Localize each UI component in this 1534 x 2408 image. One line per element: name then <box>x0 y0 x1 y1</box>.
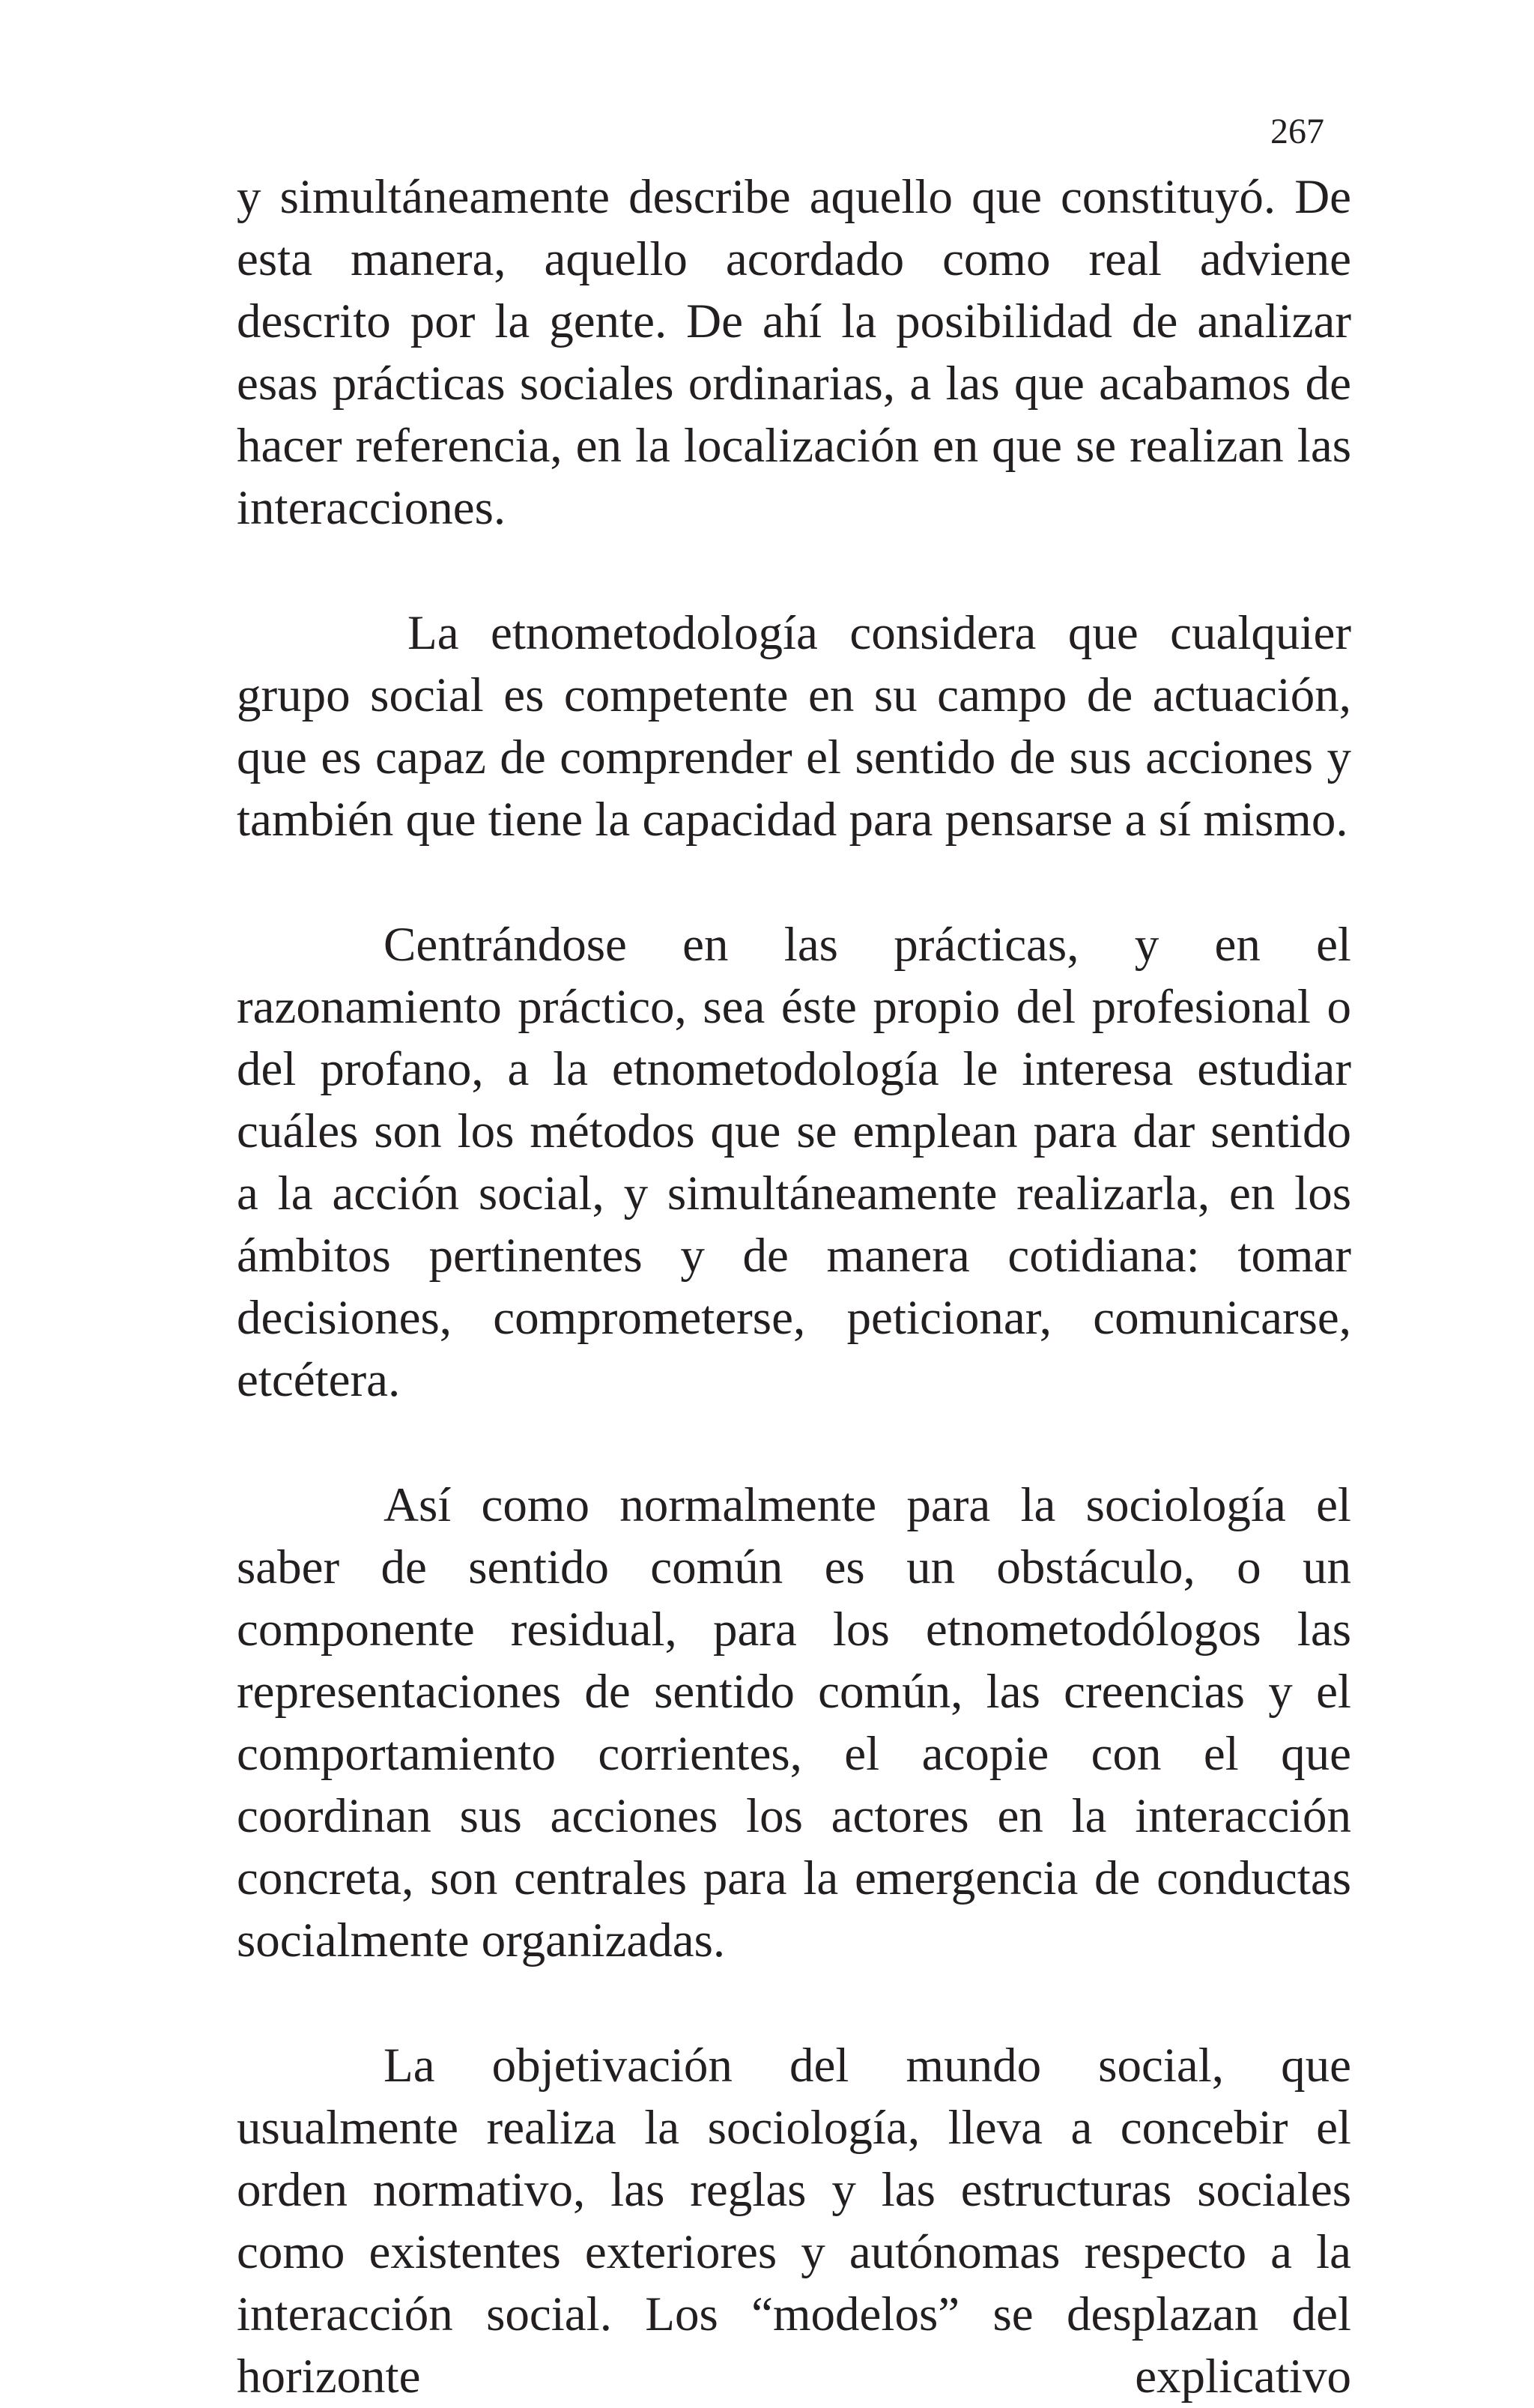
paragraph-4: Así como normalmente para la sociología el saber de sentido común es un obstáculo, o un componente residual, para los etnometodólogos las representaciones de sentido común, las creencias y el comportamiento corrientes, el acopie con el que coordinan sus acciones los actores en la interacción concreta, son centrales para la emergencia de conductas socialmente organizadas. <box>237 1478 1351 1967</box>
paragraph-5: La objetivación del mundo social, que usualmente realiza la sociología, lleva a concebir el orden normativo, las reglas y las estructuras sociales como existentes exteriores y autónomas respecto a la interacción social. Los “modelos” se desplazan del horizonte explicativo <box>237 2039 1351 2404</box>
paragraph-1: y simultáneamente describe aquello que constituyó. De esta manera, aquello acordado como real adviene descrito por la gente. De ahí la posibilidad de analizar esas prácticas sociales ordinarias, a las que acabamos de hacer referencia, en la localización en que se realizan las interacciones. <box>237 170 1351 535</box>
page-number: 267 <box>1270 112 1324 151</box>
paragraph-3: Centrándose en las prácticas, y en el razonamiento práctico, sea éste propio del profesional o del profano, a la etnometodología le interesa estudiar cuáles son los métodos que se emplean para dar sentido a la acción social, y simultáneamente realizarla, en los ámbitos pertinentes y de manera cotidiana: tomar decisiones, comprometerse, peticionar, comunicarse, etcétera. <box>237 918 1351 1407</box>
paragraph-2: La etnometodología considera que cualquier grupo social es competente en su campo de actuación, que es capaz de comprender el sentido de sus acciones y también que tiene la capacidad para pensarse a sí mismo. <box>237 606 1351 847</box>
body-text <box>237 166 1351 2408</box>
